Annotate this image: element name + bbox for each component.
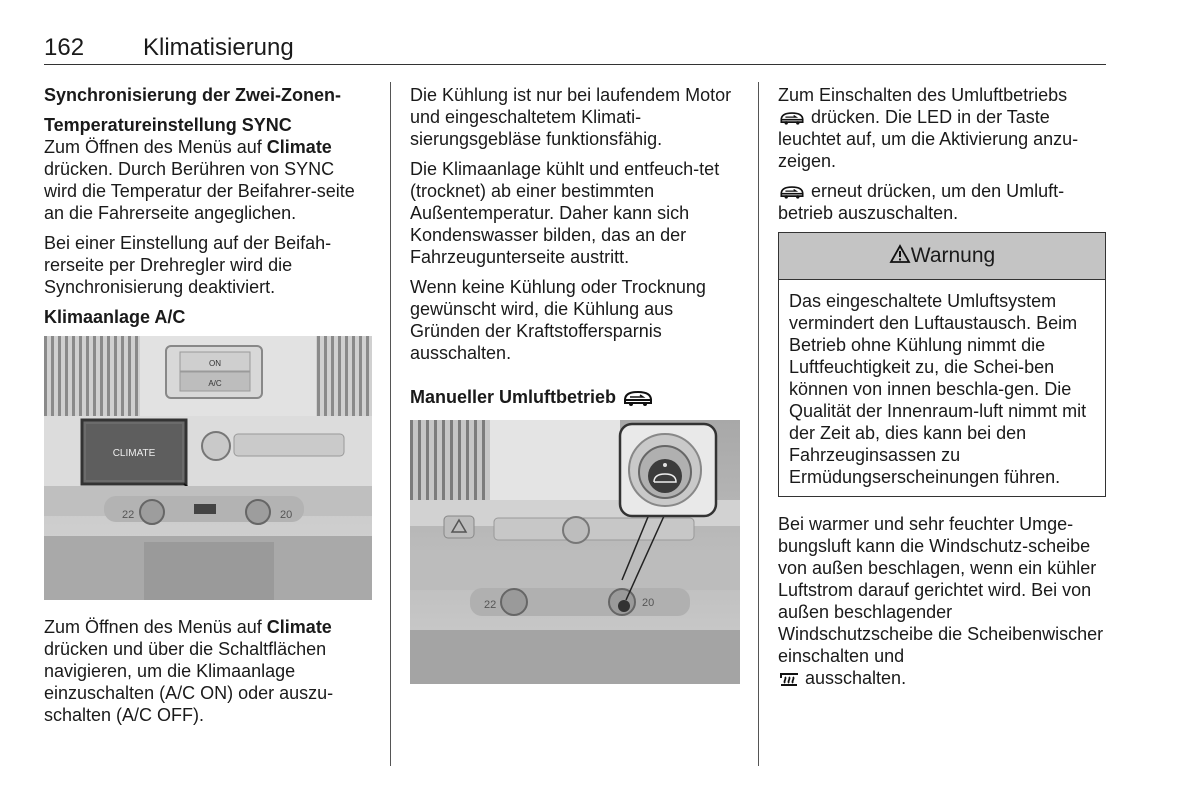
sync-paragraph (44, 136, 372, 224)
recirculation-icon (778, 110, 806, 126)
warning-title: Warnung (910, 244, 996, 267)
ac-subheading: Klimaanlage A/C (44, 307, 186, 327)
climate-panel-photo (44, 336, 372, 600)
sync-text-b: drücken. Durch Berühren von SYNC wird die Temperatur der Beifahrer-seite an die Fahrerseite angeglichen. (44, 159, 355, 223)
chapter-title: Klimatisierung (143, 34, 294, 61)
photo-left-temp: 22 (122, 509, 135, 521)
ac-paragraph (44, 616, 372, 726)
photo-right-temp: 20 (280, 509, 293, 521)
recirc-subheading-text: Manueller Umluftbetrieb (410, 387, 617, 407)
photo-climate-label: CLIMATE (112, 448, 156, 459)
recirc-off-text: erneut drücken, um den Umluft-betrieb auszuschalten. (778, 181, 1065, 223)
photo-ac-label: A/C (208, 379, 222, 388)
humidity-paragraph (778, 513, 1106, 689)
sync-paragraph-2: Bei einer Einstellung auf der Beifah-rerseite per Drehregler wird die Synchronisierung deaktiviert. (44, 233, 332, 297)
climate-panel-illustration (44, 336, 372, 600)
recirculation-icon (778, 184, 806, 200)
column-2 (410, 84, 742, 684)
right-air-vent (316, 336, 372, 416)
column-3 (778, 84, 1106, 697)
warning-text: Das eingeschaltete Umluftsystem vermindert den Luftaustausch. Beim Betrieb ohne Kühlung nimmt die Luftfeuchtigkeit zu, die Schei-ben können von innen beschla-gen. Die Qualität der Innenraum-luft nimmt mit der Zeit ab, dies kann bei den Fahrzeuginsassen zu Ermüdungserscheinungen führen. (789, 291, 1087, 487)
recirc-on-text-b: drücken. Die LED in der Taste leuchtet auf, um die Aktivierung anzu-zeigen. (778, 107, 1079, 171)
cooling-paragraph-2: Die Klimaanlage kühlt und entfeuch-tet (trocknet) ab einer bestimmten Außentemperatur. Daher kann sich Kondenswasser bilden, das an der Fahrzeugunterseite austritt. (410, 159, 720, 267)
column-1 (44, 84, 372, 734)
recirculation-icon (621, 389, 655, 407)
cooling-paragraph-1: Die Kühlung ist nur bei laufendem Motor und eingeschaltetem Klimati-sierungsgebläse funktionsfähig. (410, 85, 732, 149)
recirc-on-text-a: Zum Einschalten des Umluftbetriebs (778, 85, 1068, 105)
photo-left-temp: 22 (484, 599, 497, 611)
recirc-on-paragraph (778, 84, 1106, 172)
cooling-paragraph-3: Wenn keine Kühlung oder Trocknung gewünscht wird, die Kühlung aus Gründen der Kraftstoffersparnis ausschalten. (410, 277, 706, 363)
photo-on-label: ON (209, 359, 221, 368)
page-header (44, 34, 1106, 65)
column-divider-1 (390, 82, 391, 766)
ac-text-a: Zum Öffnen des Menüs auf (44, 617, 267, 637)
recirculation-button-photo (410, 420, 740, 684)
recirc-subheading (410, 386, 742, 408)
page-number: 162 (44, 34, 85, 61)
column-divider-2 (758, 82, 759, 766)
humidity-text-end: ausschalten. (800, 668, 907, 688)
rear-defog-icon (778, 671, 800, 687)
left-air-vent (44, 336, 140, 416)
climate-bold: Climate (266, 137, 332, 157)
sync-text-a: Zum Öffnen des Menüs auf (44, 137, 267, 157)
sync-heading-line1: Synchronisierung der Zwei-Zonen- (44, 85, 342, 105)
ac-text-b: drücken und über die Schaltflächen navigieren, um die Klimaanlage einzuschalten (A/C ON) oder auszu-schalten (A/C OFF). (44, 639, 334, 725)
sync-heading-line2: Temperatureinstellung SYNC (44, 115, 292, 135)
humidity-text: Bei warmer und sehr feuchter Umge-bungsluft kann die Windschutz-scheibe von außen beschlagen, wenn ein kühler Luftstrom darauf gerichtet wird. Bei von außen beschlagender Windschutzscheibe die Scheibenwischer einschalten und (778, 514, 1104, 666)
warning-triangle-icon (889, 244, 911, 264)
warning-header (779, 233, 1105, 280)
warning-box (778, 232, 1106, 497)
photo-right-temp: 20 (642, 597, 655, 609)
recirculation-illustration (410, 420, 740, 684)
recirc-off-paragraph (778, 180, 1106, 224)
climate-bold-2: Climate (266, 617, 332, 637)
left-air-vent (410, 420, 490, 500)
